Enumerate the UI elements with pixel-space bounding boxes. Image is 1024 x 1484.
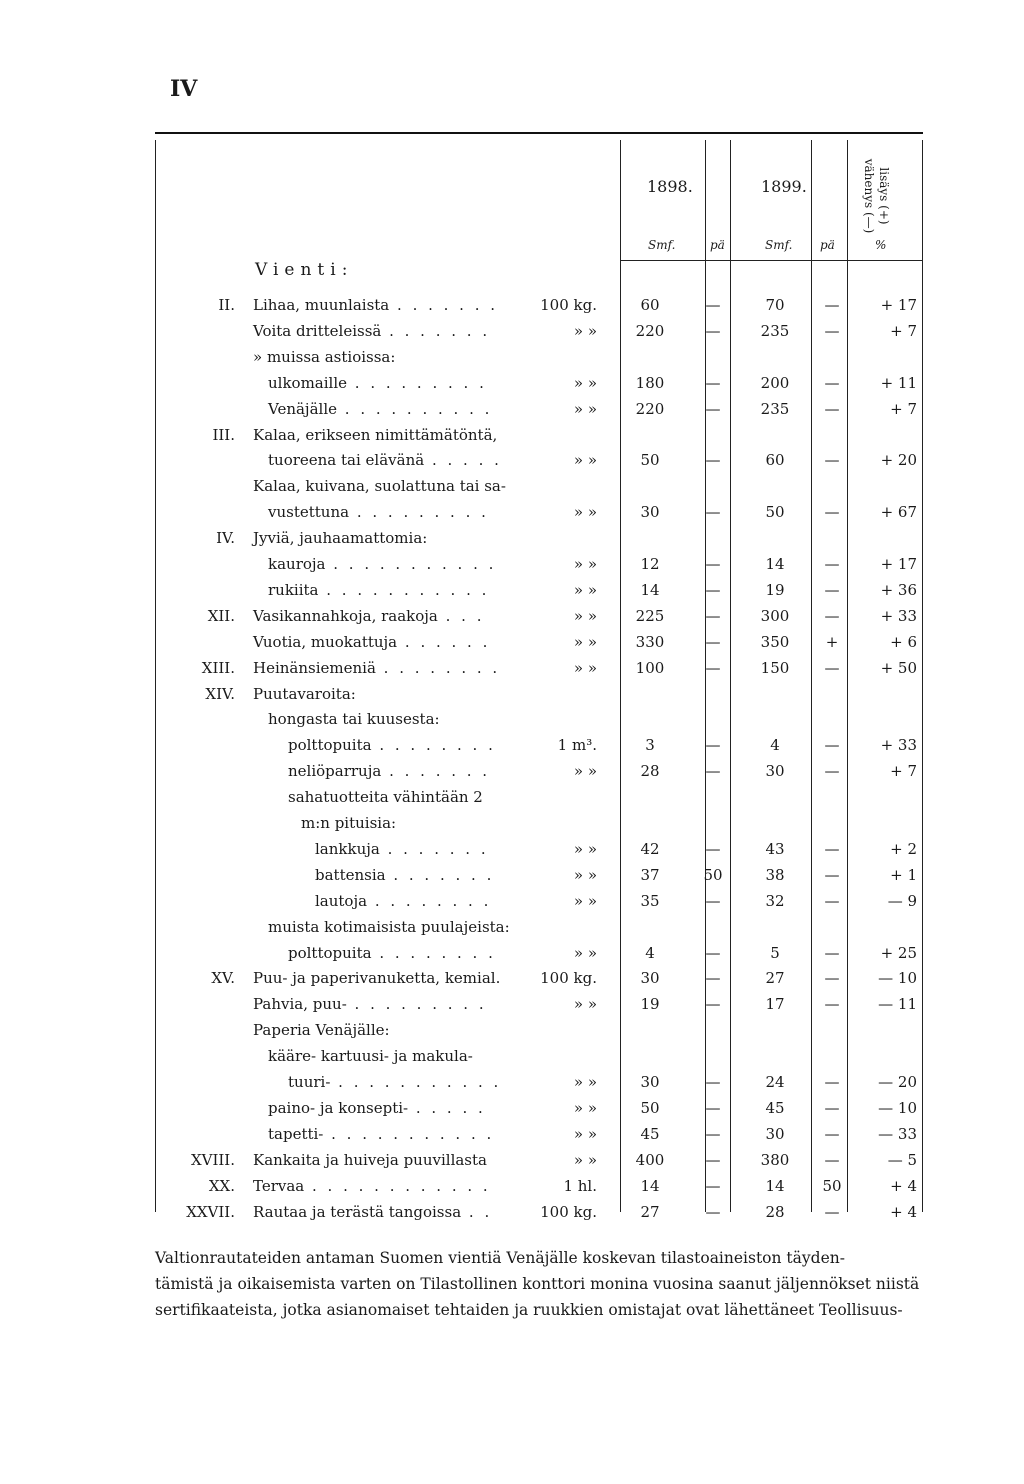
value-1899: 38 bbox=[765, 865, 785, 884]
penni-1898: — bbox=[705, 943, 721, 962]
penni-1898: — bbox=[705, 399, 721, 418]
table-row bbox=[155, 603, 923, 629]
row-label: Voita dritteleissä . . . . . . . bbox=[253, 321, 491, 340]
table-row bbox=[155, 473, 923, 499]
row-section-number: XVIII. bbox=[190, 1150, 235, 1169]
penni-1898: — bbox=[705, 839, 721, 858]
penni-1898: 50 bbox=[703, 865, 723, 884]
row-label: Pahvia, puu- . . . . . . . . . bbox=[253, 995, 487, 1014]
penni-1899: — bbox=[824, 1124, 840, 1143]
row-label: Kalaa, erikseen nimittämätöntä, bbox=[253, 425, 498, 444]
table-row bbox=[155, 1147, 923, 1173]
row-unit: » » bbox=[573, 891, 597, 910]
penni-1898: — bbox=[705, 969, 721, 988]
value-1899: 380 bbox=[760, 1150, 790, 1169]
value-1899: 200 bbox=[760, 373, 790, 392]
row-label: sahatuotteita vähintään 2 bbox=[288, 788, 483, 807]
row-label: polttopuita . . . . . . . . bbox=[288, 943, 496, 962]
change-percent: + 17 bbox=[880, 296, 917, 314]
penni-1899: — bbox=[824, 606, 840, 625]
change-percent: + 2 bbox=[890, 839, 917, 858]
table-row bbox=[155, 318, 923, 344]
row-section-number: XIV. bbox=[205, 684, 235, 703]
penni-1898: — bbox=[705, 632, 721, 651]
row-unit: » » bbox=[573, 399, 597, 418]
table-row bbox=[155, 1121, 923, 1147]
row-unit: » » bbox=[573, 555, 597, 573]
penni-1899: — bbox=[824, 762, 840, 781]
row-label: tuoreena tai elävänä . . . . . bbox=[268, 451, 502, 470]
value-1899: 43 bbox=[765, 839, 785, 858]
penni-1899: — bbox=[824, 839, 840, 858]
penni-1899: — bbox=[824, 969, 840, 988]
value-1898: 30 bbox=[640, 969, 660, 988]
row-unit: » » bbox=[573, 762, 597, 781]
row-label: Tervaa . . . . . . . . . . . . bbox=[253, 1176, 491, 1195]
leader-dots: . . . bbox=[437, 606, 485, 625]
table-row bbox=[155, 1095, 923, 1121]
row-section-number: II. bbox=[218, 296, 235, 314]
penni-1898: — bbox=[705, 321, 721, 340]
value-1899: 45 bbox=[765, 1098, 785, 1117]
row-label: tapetti- . . . . . . . . . . . bbox=[268, 1124, 495, 1143]
penni-1898: — bbox=[705, 995, 721, 1014]
footer-line: tämistä ja oikaisemista varten on Tilastollinen konttori monina vuosina saanut jäljennökset niistä bbox=[155, 1275, 920, 1293]
markka-unit-1898: Smf. bbox=[648, 238, 676, 252]
value-1898: 225 bbox=[635, 606, 665, 625]
value-1899: 27 bbox=[765, 969, 785, 988]
table-row bbox=[155, 1199, 923, 1225]
row-label: lankkuja . . . . . . . bbox=[315, 839, 489, 858]
value-1898: 19 bbox=[640, 995, 660, 1014]
penni-1898: — bbox=[705, 1150, 721, 1169]
leader-dots: . . bbox=[461, 1202, 493, 1221]
leader-dots: . . . . . . . . . . . bbox=[323, 1124, 495, 1143]
value-1898: 14 bbox=[640, 1176, 660, 1195]
footer-paragraph bbox=[155, 1245, 927, 1323]
penni-1899: — bbox=[824, 736, 840, 755]
penni-1899: — bbox=[824, 1202, 840, 1221]
penni-unit-1898: pä bbox=[710, 238, 725, 252]
row-unit: » » bbox=[573, 1150, 597, 1169]
penni-1899: — bbox=[824, 995, 840, 1014]
increase-label: lisäys (+) bbox=[877, 167, 891, 225]
change-percent: + 36 bbox=[880, 580, 917, 599]
row-label: kääre- kartuusi- ja makula- bbox=[268, 1047, 473, 1066]
row-unit: » » bbox=[573, 1098, 597, 1117]
penni-1899: — bbox=[824, 296, 840, 314]
row-section-number: XII. bbox=[207, 606, 235, 625]
value-1899: 4 bbox=[770, 736, 780, 755]
table-row bbox=[155, 344, 923, 370]
value-1898: 42 bbox=[640, 839, 660, 858]
value-1898: 400 bbox=[635, 1150, 665, 1169]
section-title: Vienti: bbox=[255, 260, 354, 280]
row-unit: 100 kg. bbox=[540, 1202, 597, 1221]
row-unit: » » bbox=[573, 606, 597, 625]
table-row bbox=[155, 447, 923, 473]
table-row bbox=[155, 1173, 923, 1199]
penni-1899: — bbox=[824, 373, 840, 392]
penni-1899: — bbox=[824, 1073, 840, 1091]
table-row bbox=[155, 862, 923, 888]
leader-dots: . . . . . . . . bbox=[367, 891, 492, 910]
row-label: battensia . . . . . . . bbox=[315, 865, 495, 884]
row-label: Puutavaroita: bbox=[253, 684, 356, 703]
penni-1899: — bbox=[824, 580, 840, 599]
value-1899: 24 bbox=[765, 1073, 785, 1091]
penni-1899: — bbox=[824, 1098, 840, 1117]
value-1898: 12 bbox=[640, 555, 660, 573]
row-label: Paperia Venäjälle: bbox=[253, 1021, 390, 1040]
value-1898: 28 bbox=[640, 762, 660, 781]
row-section-number: XXVII. bbox=[186, 1202, 235, 1221]
row-unit: » » bbox=[573, 995, 597, 1014]
value-1898: 50 bbox=[640, 1098, 660, 1117]
value-1899: 19 bbox=[765, 580, 785, 599]
change-percent: — 20 bbox=[878, 1073, 917, 1091]
leader-dots: . . . . . bbox=[424, 451, 502, 470]
change-percent: + 1 bbox=[890, 865, 917, 884]
row-label: rukiita . . . . . . . . . . . bbox=[268, 580, 490, 599]
penni-1898: — bbox=[705, 891, 721, 910]
value-1898: 3 bbox=[645, 736, 655, 755]
table-row bbox=[155, 551, 923, 577]
row-label: Rautaa ja terästä tangoissa . . bbox=[253, 1202, 493, 1221]
leader-dots: . . . . . . . . . . . bbox=[325, 555, 497, 573]
footer-line: sertifikaateista, jotka asianomaiset tehtaiden ja ruukkien omistajat ovat lähettäneet Teollisuus- bbox=[155, 1301, 903, 1319]
decrease-label: vähenys (—) bbox=[862, 158, 876, 234]
leader-dots: . . . . . . . . . . . . bbox=[304, 1176, 491, 1195]
penni-1898: — bbox=[705, 762, 721, 781]
row-label: neliöparruja . . . . . . . bbox=[288, 762, 491, 781]
percent-unit: % bbox=[875, 238, 887, 252]
change-percent: + 33 bbox=[880, 606, 917, 625]
penni-1898: — bbox=[705, 658, 721, 677]
value-1899: 14 bbox=[765, 555, 785, 573]
penni-1898: — bbox=[705, 451, 721, 470]
change-percent: — 5 bbox=[887, 1150, 917, 1169]
row-label: Puu- ja paperivanuketta, kemial. bbox=[253, 969, 501, 988]
leader-dots: . . . . . . . bbox=[379, 839, 489, 858]
value-1899: 300 bbox=[760, 606, 790, 625]
change-percent: — 33 bbox=[878, 1124, 917, 1143]
table-row bbox=[155, 1043, 923, 1069]
row-unit: » » bbox=[573, 658, 597, 677]
leader-dots: . . . . . . . . bbox=[371, 736, 496, 755]
value-1898: 220 bbox=[635, 321, 665, 340]
row-unit: » » bbox=[573, 451, 597, 470]
change-percent: + 25 bbox=[880, 943, 917, 962]
value-1899: 50 bbox=[765, 503, 785, 522]
change-percent: + 4 bbox=[890, 1202, 917, 1221]
table-row bbox=[155, 706, 923, 732]
table-row bbox=[155, 836, 923, 862]
row-label: Heinänsiemeniä . . . . . . . . bbox=[253, 658, 501, 677]
page-number: IV bbox=[170, 76, 198, 102]
change-percent: — 10 bbox=[878, 1098, 917, 1117]
leader-dots: . . . . . . . . bbox=[375, 658, 501, 677]
value-1898: 27 bbox=[640, 1202, 660, 1221]
row-unit: 1 hl. bbox=[563, 1176, 597, 1195]
value-1899: 235 bbox=[760, 399, 790, 418]
row-label: vustettuna . . . . . . . . . bbox=[268, 503, 489, 522]
row-unit: » » bbox=[573, 321, 597, 340]
value-1898: 30 bbox=[640, 1073, 660, 1091]
table-row bbox=[155, 784, 923, 810]
row-unit: » » bbox=[573, 1073, 597, 1091]
leader-dots: . . . . . bbox=[408, 1098, 486, 1117]
row-unit: » » bbox=[573, 580, 597, 599]
penni-1899: — bbox=[824, 503, 840, 522]
change-percent: — 9 bbox=[887, 891, 917, 910]
leader-dots: . . . . . . . . . . bbox=[337, 399, 493, 418]
penni-1899: + bbox=[825, 632, 839, 651]
penni-1898: — bbox=[705, 1124, 721, 1143]
table-row bbox=[155, 655, 923, 681]
value-1898: 14 bbox=[640, 580, 660, 599]
leader-dots: . . . . . . . . . . . bbox=[330, 1073, 502, 1091]
penni-1898: — bbox=[705, 1202, 721, 1221]
row-label: » muissa astioissa: bbox=[253, 347, 396, 366]
row-label: Vasikannahkoja, raakoja . . . bbox=[253, 606, 485, 625]
table-row bbox=[155, 888, 923, 914]
row-section-number: XIII. bbox=[201, 658, 235, 677]
value-1898: 35 bbox=[640, 891, 660, 910]
penni-1898: — bbox=[705, 296, 721, 314]
penni-1899: — bbox=[824, 451, 840, 470]
footer-line: Valtionrautateiden antaman Suomen vientiä Venäjälle koskevan tilastoaineiston täyden- bbox=[155, 1249, 845, 1267]
row-label: m:n pituisia: bbox=[301, 814, 397, 832]
leader-dots: . . . . . . . bbox=[385, 865, 495, 884]
table-row bbox=[155, 810, 923, 836]
value-1898: 330 bbox=[635, 632, 665, 651]
table-row bbox=[155, 577, 923, 603]
penni-1899: — bbox=[824, 1150, 840, 1169]
change-percent: + 17 bbox=[880, 555, 917, 573]
statistics-table bbox=[155, 132, 923, 1221]
row-unit: » » bbox=[573, 373, 597, 392]
value-1899: 28 bbox=[765, 1202, 785, 1221]
value-1899: 30 bbox=[765, 762, 785, 781]
penni-1899: — bbox=[824, 658, 840, 677]
table-row bbox=[155, 396, 923, 422]
row-section-number: XX. bbox=[208, 1176, 235, 1195]
change-percent: + 33 bbox=[880, 736, 917, 755]
table-row bbox=[155, 732, 923, 758]
year-1899-header: 1899. bbox=[761, 177, 807, 196]
leader-dots: . . . . . . . bbox=[381, 321, 491, 340]
table-row bbox=[155, 499, 923, 525]
change-percent: + 7 bbox=[890, 321, 917, 340]
table-row bbox=[155, 370, 923, 396]
value-1899: 17 bbox=[765, 995, 785, 1014]
value-1899: 5 bbox=[770, 943, 780, 962]
leader-dots: . . . . . . . . . . . bbox=[318, 580, 490, 599]
row-label: ulkomaille . . . . . . . . . bbox=[268, 373, 487, 392]
penni-1899: — bbox=[824, 865, 840, 884]
row-unit: » » bbox=[573, 503, 597, 522]
row-unit: » » bbox=[573, 943, 597, 962]
leader-dots: . . . . . . . . bbox=[371, 943, 496, 962]
table-row bbox=[155, 422, 923, 448]
leader-dots: . . . . . . . . . bbox=[347, 373, 487, 392]
value-1898: 4 bbox=[645, 943, 655, 962]
penni-1898: — bbox=[705, 606, 721, 625]
row-unit: » » bbox=[573, 865, 597, 884]
table-row bbox=[155, 525, 923, 551]
penni-1899: — bbox=[824, 891, 840, 910]
value-1898: 220 bbox=[635, 399, 665, 418]
table-row bbox=[155, 914, 923, 940]
markka-unit-1899: Smf. bbox=[765, 238, 793, 252]
row-label: muista kotimaisista puulajeista: bbox=[268, 917, 510, 936]
value-1899: 350 bbox=[760, 632, 790, 651]
penni-1898: — bbox=[705, 1098, 721, 1117]
value-1899: 70 bbox=[765, 296, 785, 314]
penni-1898: — bbox=[705, 1176, 721, 1195]
year-1898-header: 1898. bbox=[647, 177, 693, 196]
row-label: Venäjälle . . . . . . . . . . bbox=[268, 399, 493, 418]
row-label: Vuotia, muokattuja . . . . . . bbox=[253, 632, 491, 651]
penni-1898: — bbox=[705, 503, 721, 522]
value-1899: 32 bbox=[765, 891, 785, 910]
row-label: lautoja . . . . . . . . bbox=[315, 891, 492, 910]
row-section-number: XV. bbox=[211, 969, 235, 988]
change-percent: + 6 bbox=[890, 632, 917, 651]
row-unit: » » bbox=[573, 839, 597, 858]
row-label: Kalaa, kuivana, suolattuna tai sa- bbox=[253, 477, 506, 496]
row-label: Jyviä, jauhaamattomia: bbox=[253, 529, 428, 548]
penni-1898: — bbox=[705, 1073, 721, 1091]
penni-1898: — bbox=[705, 736, 721, 755]
row-section-number: IV. bbox=[216, 529, 235, 548]
penni-unit-1899: pä bbox=[820, 238, 835, 252]
penni-1898: — bbox=[705, 373, 721, 392]
change-percent: + 11 bbox=[880, 373, 917, 392]
row-unit: 100 kg. bbox=[540, 296, 597, 314]
row-label: kauroja . . . . . . . . . . . bbox=[268, 555, 497, 573]
table-row bbox=[155, 940, 923, 966]
value-1899: 150 bbox=[760, 658, 790, 677]
row-unit: 1 m³. bbox=[557, 736, 597, 755]
leader-dots: . . . . . . . bbox=[389, 296, 499, 314]
table-row bbox=[155, 1069, 923, 1095]
leader-dots: . . . . . . . . . bbox=[346, 995, 487, 1014]
value-1899: 14 bbox=[765, 1176, 785, 1195]
value-1898: 30 bbox=[640, 503, 660, 522]
leader-dots: . . . . . . . . . bbox=[349, 503, 489, 522]
penni-1899: 50 bbox=[822, 1176, 842, 1195]
row-label: paino- ja konsepti- . . . . . bbox=[268, 1098, 486, 1117]
change-percent: — 11 bbox=[878, 995, 917, 1014]
table-row bbox=[155, 758, 923, 784]
penni-1898: — bbox=[705, 555, 721, 573]
value-1898: 100 bbox=[635, 658, 665, 677]
value-1899: 30 bbox=[765, 1124, 785, 1143]
table-row bbox=[155, 681, 923, 707]
table-row bbox=[155, 629, 923, 655]
row-label: hongasta tai kuusesta: bbox=[268, 710, 440, 729]
change-percent: + 4 bbox=[890, 1176, 917, 1195]
row-label: tuuri- . . . . . . . . . . . bbox=[288, 1073, 502, 1091]
penni-1899: — bbox=[824, 943, 840, 962]
row-label: polttopuita . . . . . . . . bbox=[288, 736, 496, 755]
row-unit: 100 kg. bbox=[540, 969, 597, 988]
header-rule bbox=[620, 260, 923, 261]
value-1898: 60 bbox=[640, 296, 660, 314]
value-1898: 180 bbox=[635, 373, 665, 392]
change-percent: + 67 bbox=[880, 503, 917, 522]
row-label: Kankaita ja huiveja puuvillasta bbox=[253, 1150, 487, 1169]
value-1899: 235 bbox=[760, 321, 790, 340]
change-percent: + 7 bbox=[890, 762, 917, 781]
table-row bbox=[155, 991, 923, 1017]
row-unit: » » bbox=[573, 632, 597, 651]
table-row bbox=[155, 965, 923, 991]
value-1898: 45 bbox=[640, 1124, 660, 1143]
row-section-number: III. bbox=[212, 425, 235, 444]
value-1899: 60 bbox=[765, 451, 785, 470]
leader-dots: . . . . . . bbox=[397, 632, 491, 651]
leader-dots: . . . . . . . bbox=[381, 762, 491, 781]
change-column-header bbox=[856, 142, 896, 250]
penni-1898: — bbox=[705, 580, 721, 599]
row-unit: » » bbox=[573, 1124, 597, 1143]
table-row bbox=[155, 292, 923, 318]
change-percent: + 20 bbox=[880, 451, 917, 470]
table-top-rule bbox=[155, 132, 923, 134]
penni-1899: — bbox=[824, 555, 840, 573]
change-percent: + 7 bbox=[890, 399, 917, 418]
penni-1899: — bbox=[824, 399, 840, 418]
penni-1899: — bbox=[824, 321, 840, 340]
row-label: Lihaa, muunlaista . . . . . . . bbox=[253, 296, 499, 314]
change-percent: + 50 bbox=[880, 658, 917, 677]
value-1898: 37 bbox=[640, 865, 660, 884]
value-1898: 50 bbox=[640, 451, 660, 470]
table-row bbox=[155, 1017, 923, 1043]
change-percent: — 10 bbox=[878, 969, 917, 988]
